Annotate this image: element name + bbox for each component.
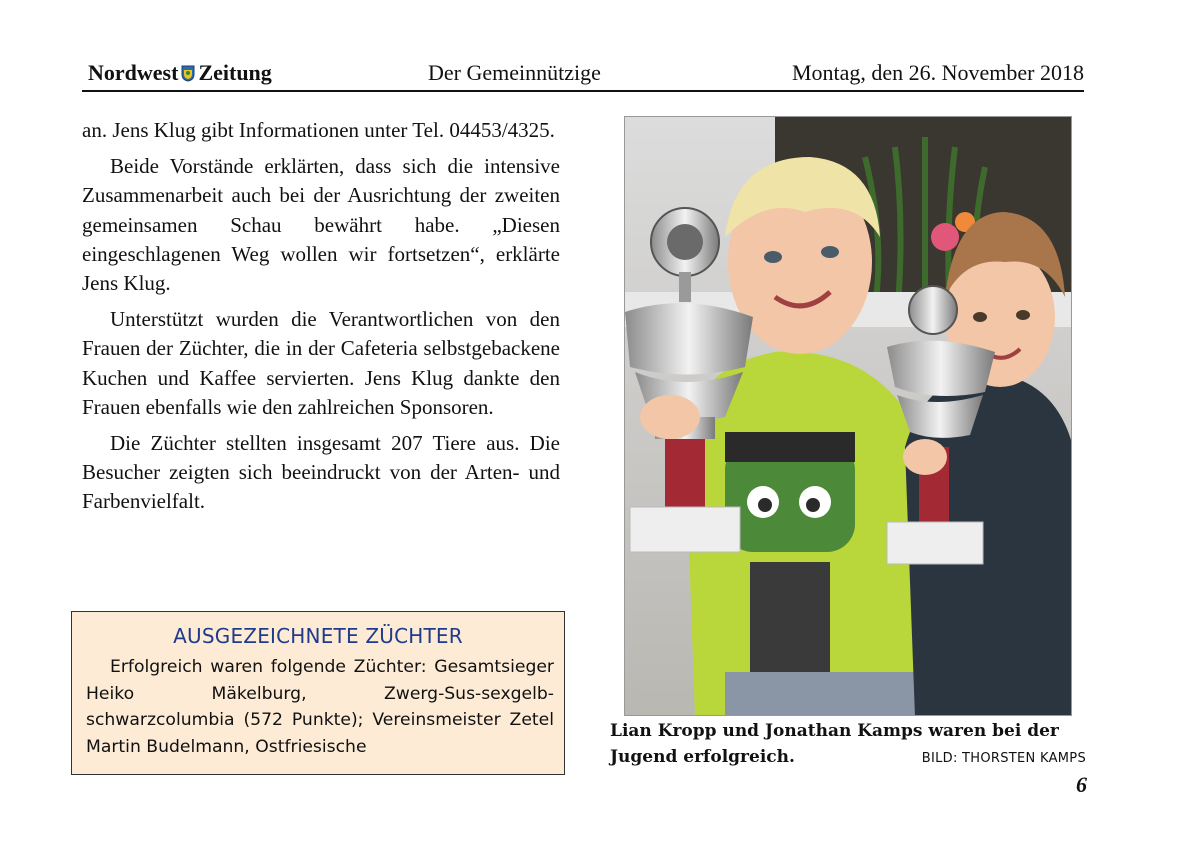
- page-number: 6: [1076, 772, 1087, 797]
- article-paragraph-1: an. Jens Klug gibt Informationen unter Tel. 04453/4325.: [82, 118, 555, 142]
- children-with-trophies-photo: [625, 117, 1072, 716]
- brand-name-left: Nordwest: [88, 60, 179, 85]
- coat-of-arms-icon: [181, 65, 195, 82]
- infobox-title: AUSGEZEICHNETE ZÜCHTER: [173, 624, 463, 648]
- infobox-text: [86, 654, 554, 760]
- photo-caption: [610, 718, 1090, 770]
- article-photo: [624, 116, 1072, 716]
- page-header: [82, 58, 1084, 92]
- issue-date: Montag, den 26. November 2018: [791, 60, 1084, 85]
- infobox-body: Erfolgreich waren folgende Züchter: Gesamtsieger Heiko Mäkelburg, Zwerg-Sus-sexgelb-schwarzcolumbia (572 Punkte); Vereinsmeister Zetel Martin Budelmann, Ostfriesische: [86, 657, 554, 757]
- section-title: Der Gemeinnützige: [428, 60, 601, 85]
- newspaper-brand: [88, 60, 272, 86]
- award-infobox: [71, 611, 565, 775]
- photo-credit: BILD: THORSTEN KAMPS: [921, 751, 1086, 766]
- article-paragraph-3: Unterstützt wurden die Verantwortlichen von den Frauen der Züchter, die in der Cafeteria selbstgebackene Kuchen und Kaffee servierten. Jens Klug dankte den Frauen ebenfalls wie den zahlreichen Sponsoren.: [82, 307, 560, 419]
- brand-name-right: Zeitung: [198, 60, 272, 85]
- article-paragraph-4: Die Züchter stellten insgesamt 207 Tiere aus. Die Besucher zeigten sich beeindruckt von der Arten- und Farbenvielfalt.: [82, 431, 560, 514]
- caption-text: Lian Kropp und Jonathan Kamps waren bei der Jugend erfolgreich.: [610, 721, 1059, 767]
- article-paragraph-2: Beide Vorstände erklärten, dass sich die intensive Zusammenarbeit auch bei der Ausrichtung der zweiten gemeinsamen Schau bewährt habe. „Diesen eingeschlagenen Weg wollen wir fortsetzen“, erklärte Jens Klug.: [82, 154, 560, 296]
- article-column: [82, 116, 560, 524]
